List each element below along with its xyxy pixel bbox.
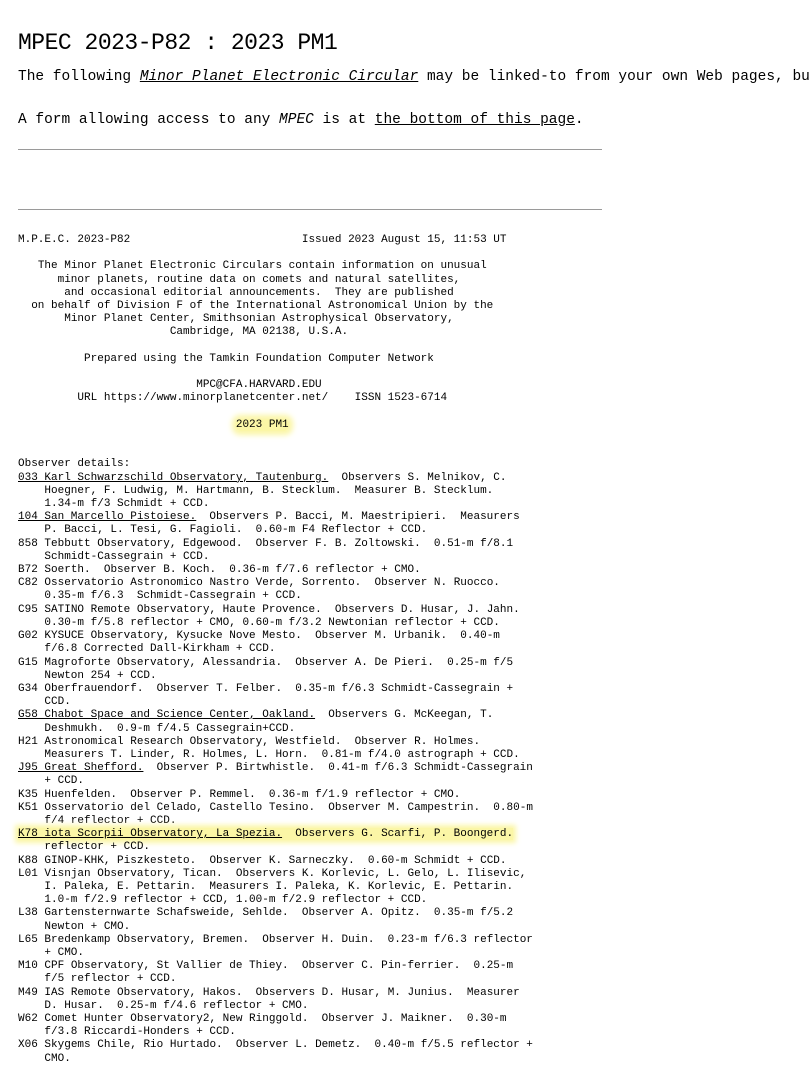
observer-entry [18,630,500,642]
observatory-name: Osservatorio del Celado, Castello Tesino. [44,801,316,814]
observatory-code: 858 [18,537,38,550]
observatory-code: M49 [18,986,38,999]
page-title: MPEC 2023-P82 : 2023 PM1 [18,30,338,56]
intro-paragraph [18,69,810,85]
issued-date: Issued 2023 August 15, 11:53 UT [301,234,507,246]
observer-details-cont: Newton 254 + CCD. [44,669,157,682]
observatory-name: Gartensternwarte Schafsweide, Sehlde. [44,907,289,920]
observatory-name: Magroforte Observatory, Alessandria. [44,656,283,669]
observer-entry [18,868,526,880]
observer-details: Observer A. De Pieri. 0.25-m f/5 [282,656,514,669]
observatory-link[interactable]: 104 San Marcello Pistoiese. [18,511,197,524]
observer-entry [18,1039,533,1051]
preamble-line: Minor Planet Center, Smithsonian Astrophysical Observatory, [64,313,454,326]
observatory-code: G34 [18,682,38,695]
observer-entry [18,802,533,814]
observatory-code: C95 [18,603,38,616]
observatory-name: KYSUCE Observatory, Kysucke Nove Mesto. [44,630,302,643]
observer-entry [18,934,533,946]
observer-entry [18,709,493,721]
observer-details-cont: + CCD. [44,775,85,788]
observatory-name: Soerth. [44,564,91,577]
observatory-name: Huenfelden. [44,788,118,801]
observatory-code: W62 [18,1012,38,1025]
observatory-name: IAS Remote Observatory, Hakos. [44,986,243,999]
observer-entry [18,683,513,695]
observer-details: Observers P. Bacci, M. Maestripieri. Measurers [196,511,520,524]
observer-details-cont: 1.0-m f/2.9 reflector + CCD, 1.00-m f/2.9 reflector + CCD. [44,894,428,907]
observer-entry [18,855,507,867]
observatory-code: H21 [18,735,38,748]
observatory-name: CPF Observatory, St Vallier de Thiey. [44,960,289,973]
observatory-name: Visnjan Observatory, Tican. [44,867,223,880]
observatory-link[interactable]: 033 Karl Schwarzschild Observatory, Tautenburg. [18,471,329,484]
divider-top [18,149,602,150]
observatory-code: K88 [18,854,38,867]
observer-details: Observers D. Husar, M. Junius. Measurer [242,986,520,999]
observatory-code: L38 [18,907,38,920]
intro-text-after: may be linked-to from your own Web pages, bu [418,69,810,85]
mpec-italic: MPEC [279,112,314,128]
observer-details: Observer C. Pin-ferrier. 0.25-m [288,960,514,973]
intro-text-before: The following [18,69,140,85]
observatory-code: C82 [18,577,38,590]
form-text-after: . [574,112,584,128]
observer-details: Observers G. McKeegan, T. [315,709,494,722]
prepared-line: Prepared using the Tamkin Foundation Computer Network [84,352,434,365]
observer-details: Observer P. Birtwhistle. 0.41-m f/6.3 Schmidt-Cassegrain [143,762,533,775]
observer-details: Observer M. Urbanik. 0.40-m [301,630,500,643]
preamble-line: The Minor Planet Electronic Circulars contain information on unusual [37,260,487,273]
form-text-middle: is at [313,112,375,128]
observatory-code: X06 [18,1039,38,1052]
observatory-link[interactable]: K78 iota Scorpii Observatory, La Spezia. [18,828,283,841]
observer-entry [18,1013,507,1025]
observatory-name: Tebbutt Observatory, Edgewood. [44,537,243,550]
observer-details-cont: P. Bacci, L. Tesi, G. Fagioli. 0.60-m F4 Reflector + CCD. [44,524,428,537]
observer-details-cont: 1.34-m f/3 Schmidt + CCD. [44,498,210,511]
observer-details: Observers S. Melnikov, C. [328,471,507,484]
observer-details-cont: 0.30-m f/5.8 reflector + CMO, 0.60-m f/3.2 Newtonian reflector + CCD. [44,616,500,629]
observer-details: Observer F. B. Zoltowski. 0.51-m f/8.1 [242,537,514,550]
mpec-info-link[interactable]: Minor Planet Electronic Circular [139,69,419,85]
observatory-code: G15 [18,656,38,669]
observer-details-cont: I. Paleka, E. Pettarin. Measurers I. Paleka, K. Korlevic, E. Pettarin. [44,880,514,893]
observer-details: Observers G. Scarfi, P. Boongerd. [282,828,514,841]
observer-entry [18,564,421,576]
observer-details-cont: + CMO. [44,946,85,959]
observer-entry [18,907,513,919]
observer-details-cont: 0.35-m f/6.3 Schmidt-Cassegrain + CCD. [44,590,302,603]
form-access-paragraph [18,112,584,128]
preamble-line: on behalf of Division F of the International Astronomical Union by the [31,300,494,313]
observer-details-cont: f/4 reflector + CCD. [44,814,177,827]
observer-details: Observer A. Opitz. 0.35-m f/5.2 [288,907,514,920]
observatory-name: Osservatorio Astronomico Nastro Verde, Sorrento. [44,577,362,590]
observatory-code: K51 [18,801,38,814]
observatory-code: K35 [18,788,38,801]
observer-details: Observer H. Duin. 0.23-m f/6.3 reflector [249,933,533,946]
observer-entry [18,828,513,840]
observer-heading: Observer details: [18,458,131,471]
observer-details: Observers D. Husar, J. Jahn. [321,603,520,616]
observer-details: Observer R. Holmes. [341,735,481,748]
observatory-code: L01 [18,867,38,880]
object-designation: 2023 PM1 [235,418,289,431]
observer-details: Observer J. Maikner. 0.30-m [308,1012,507,1025]
observer-details: Observer T. Felber. 0.35-m f/6.3 Schmidt-Cassegrain + [143,682,514,695]
observer-entry [18,538,513,550]
observatory-name: SATINO Remote Observatory, Haute Provence. [44,603,322,616]
observer-entry [18,472,507,484]
observatory-link[interactable]: J95 Great Shefford. [18,762,144,775]
circular-text [18,234,533,1066]
observer-details-cont: f/6.8 Corrected Dall-Kirkham + CCD. [44,643,276,656]
observer-details-cont: reflector + CCD. [44,841,151,854]
observer-details: Observer L. Demetz. 0.40-m f/5.5 reflector + [222,1039,533,1052]
observer-entry [18,577,500,589]
observer-details-cont: Schmidt-Cassegrain + CCD. [44,550,210,563]
observer-details-cont: Deshmukh. 0.9-m f/4.5 Cassegrain+CCD. [44,722,296,735]
preamble-line: Cambridge, MA 02138, U.S.A. [169,326,349,339]
url-issn-line: URL https://www.minorplanetcenter.net/ ISSN 1523-6714 [77,392,448,405]
observatory-code: G02 [18,630,38,643]
form-text-before: A form allowing access to any [18,112,280,128]
observer-details: Observer N. Ruocco. [361,577,500,590]
observer-details-cont: f/5 reflector + CCD. [44,973,177,986]
observatory-name: Oberfrauendorf. [44,682,144,695]
observatory-code: L65 [18,933,38,946]
observer-entry [18,762,533,774]
observatory-name: Bredenkamp Observatory, Bremen. [44,933,250,946]
observer-details: Observer K. Sarneczky. 0.60-m Schmidt + CCD. [196,854,507,867]
contact-email: MPC@CFA.HARVARD.EDU [196,379,322,392]
observer-entry [18,604,520,616]
observer-details: Observer P. Remmel. 0.36-m f/1.9 reflector + CMO. [117,788,461,801]
observatory-name: Skygems Chile, Rio Hurtado. [44,1039,223,1052]
observer-entry [18,657,513,669]
observer-entry [18,987,520,999]
observer-details-cont: Measurers T. Linder, R. Holmes, L. Horn. 0.81-m f/4.0 astrograph + CCD. [44,748,520,761]
observer-details: Observer B. Koch. 0.36-m f/7.6 reflector + CMO. [90,564,421,577]
observer-details-cont: CMO. [44,1052,71,1065]
bottom-of-page-link[interactable]: the bottom of this page [374,112,575,128]
divider-bottom [18,209,602,210]
observer-entry [18,789,460,801]
observatory-code: M10 [18,960,38,973]
observer-details-cont: f/3.8 Riccardi-Honders + CCD. [44,1026,236,1039]
observatory-name: Astronomical Research Observatory, Westfield. [44,735,342,748]
observer-entry [18,960,513,972]
observer-details: Observer M. Campestrin. 0.80-m [315,801,533,814]
preamble-line: and occasional editorial announcements. They are published [64,286,454,299]
observer-details: Observers K. Korlevic, L. Gelo, L. Ilisevic, [222,867,527,880]
observer-details-cont: D. Husar. 0.25-m f/4.6 reflector + CMO. [44,999,309,1012]
observatory-link[interactable]: G58 Chabot Space and Science Center, Oakland. [18,709,316,722]
observatory-name: Comet Hunter Observatory2, New Ringgold. [44,1012,309,1025]
observer-details-cont: CCD. [44,696,71,709]
observatory-name: GINOP-KHK, Piszkesteto. [44,854,197,867]
observer-details-cont: Hoegner, F. Ludwig, M. Hartmann, B. Stecklum. Measurer B. Stecklum. [44,484,494,497]
observer-entry [18,511,520,523]
observatory-code: B72 [18,564,38,577]
observer-entry [18,736,480,748]
preamble-line: minor planets, routine data on comets and natural satellites, [57,273,461,286]
observer-details-cont: Newton + CMO. [44,920,131,933]
circular-number: M.P.E.C. 2023-P82 [18,234,131,246]
